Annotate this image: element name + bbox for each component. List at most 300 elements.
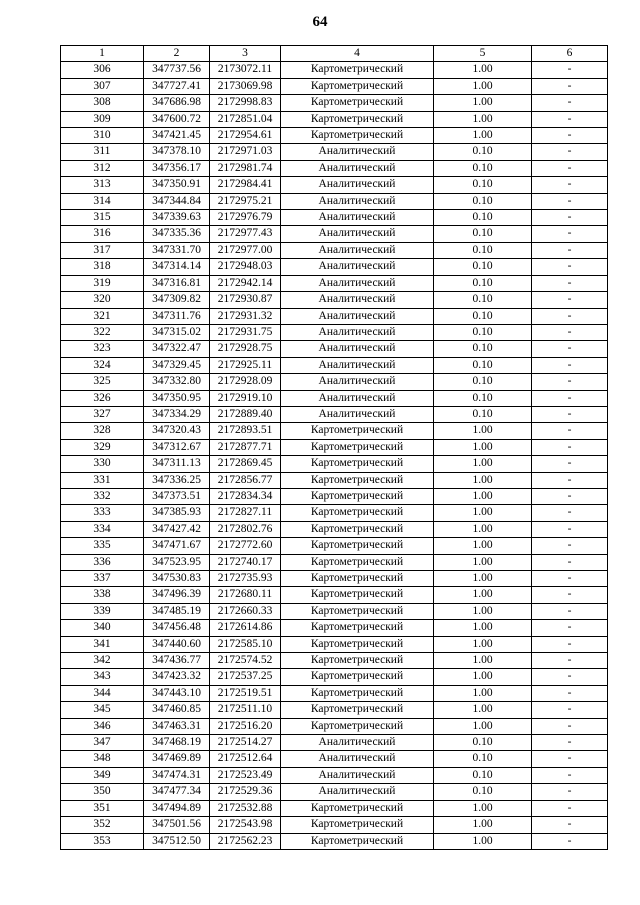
- cell-point-number: 343: [61, 669, 144, 685]
- cell-y: 2172827.11: [210, 505, 281, 521]
- cell-method: Картометрический: [281, 439, 434, 455]
- cell-method: Картометрический: [281, 800, 434, 816]
- cell-description: -: [532, 308, 608, 324]
- cell-method: Аналитический: [281, 751, 434, 767]
- cell-x: 347512.50: [144, 833, 210, 849]
- cell-description: -: [532, 505, 608, 521]
- cell-x: 347335.36: [144, 226, 210, 242]
- cell-method: Картометрический: [281, 488, 434, 504]
- table-header-row: [61, 46, 608, 62]
- table-row: [61, 357, 608, 373]
- table-row: [61, 62, 608, 78]
- cell-description: -: [532, 374, 608, 390]
- cell-description: -: [532, 390, 608, 406]
- cell-description: -: [532, 275, 608, 291]
- cell-y: 2172928.75: [210, 341, 281, 357]
- table-row: [61, 292, 608, 308]
- cell-x: 347427.42: [144, 521, 210, 537]
- cell-description: -: [532, 521, 608, 537]
- cell-point-number: 327: [61, 406, 144, 422]
- cell-y: 2172735.93: [210, 571, 281, 587]
- cell-point-number: 331: [61, 472, 144, 488]
- cell-method: Аналитический: [281, 406, 434, 422]
- table-row: [61, 603, 608, 619]
- cell-accuracy: 0.10: [434, 275, 532, 291]
- cell-method: Картометрический: [281, 538, 434, 554]
- cell-x: 347309.82: [144, 292, 210, 308]
- cell-method: Картометрический: [281, 111, 434, 127]
- cell-accuracy: 0.10: [434, 341, 532, 357]
- cell-method: Аналитический: [281, 259, 434, 275]
- table-row: [61, 177, 608, 193]
- cell-y: 2172877.71: [210, 439, 281, 455]
- cell-accuracy: 1.00: [434, 111, 532, 127]
- table-row: [61, 488, 608, 504]
- cell-y: 2172802.76: [210, 521, 281, 537]
- cell-accuracy: 0.10: [434, 308, 532, 324]
- cell-point-number: 309: [61, 111, 144, 127]
- cell-method: Картометрический: [281, 554, 434, 570]
- cell-x: 347423.32: [144, 669, 210, 685]
- cell-method: Аналитический: [281, 374, 434, 390]
- table-row: [61, 193, 608, 209]
- cell-x: 347530.83: [144, 571, 210, 587]
- cell-x: 347474.31: [144, 767, 210, 783]
- cell-point-number: 338: [61, 587, 144, 603]
- cell-description: -: [532, 357, 608, 373]
- table-row: [61, 702, 608, 718]
- cell-x: 347523.95: [144, 554, 210, 570]
- cell-x: 347440.60: [144, 636, 210, 652]
- table-row: [61, 456, 608, 472]
- cell-method: Аналитический: [281, 784, 434, 800]
- cell-y: 2172942.14: [210, 275, 281, 291]
- table-row: [61, 144, 608, 160]
- table-row: [61, 472, 608, 488]
- cell-method: Аналитический: [281, 242, 434, 258]
- cell-point-number: 341: [61, 636, 144, 652]
- cell-method: Аналитический: [281, 210, 434, 226]
- cell-method: Аналитический: [281, 292, 434, 308]
- cell-y: 2172772.60: [210, 538, 281, 554]
- cell-x: 347477.34: [144, 784, 210, 800]
- cell-accuracy: 1.00: [434, 456, 532, 472]
- cell-method: Картометрический: [281, 571, 434, 587]
- cell-y: 2172981.74: [210, 160, 281, 176]
- cell-y: 2172562.23: [210, 833, 281, 849]
- cell-point-number: 314: [61, 193, 144, 209]
- cell-accuracy: 1.00: [434, 653, 532, 669]
- cell-y: 2172889.40: [210, 406, 281, 422]
- cell-y: 2172543.98: [210, 817, 281, 833]
- cell-method: Картометрический: [281, 653, 434, 669]
- table-row: [61, 324, 608, 340]
- cell-x: 347332.80: [144, 374, 210, 390]
- cell-accuracy: 1.00: [434, 603, 532, 619]
- cell-description: -: [532, 833, 608, 849]
- cell-point-number: 319: [61, 275, 144, 291]
- cell-x: 347344.84: [144, 193, 210, 209]
- cell-x: 347463.31: [144, 718, 210, 734]
- cell-accuracy: 0.10: [434, 144, 532, 160]
- cell-point-number: 316: [61, 226, 144, 242]
- cell-method: Картометрический: [281, 636, 434, 652]
- page-number: 64: [312, 14, 328, 30]
- cell-point-number: 315: [61, 210, 144, 226]
- cell-point-number: 348: [61, 751, 144, 767]
- cell-accuracy: 1.00: [434, 685, 532, 701]
- cell-accuracy: 1.00: [434, 636, 532, 652]
- cell-method: Картометрический: [281, 702, 434, 718]
- cell-y: 2172585.10: [210, 636, 281, 652]
- cell-x: 347373.51: [144, 488, 210, 504]
- cell-x: 347315.02: [144, 324, 210, 340]
- cell-accuracy: 1.00: [434, 95, 532, 111]
- cell-x: 347314.14: [144, 259, 210, 275]
- cell-description: -: [532, 111, 608, 127]
- cell-description: -: [532, 160, 608, 176]
- cell-y: 2172574.52: [210, 653, 281, 669]
- cell-method: Аналитический: [281, 390, 434, 406]
- cell-y: 2172851.04: [210, 111, 281, 127]
- table-row: [61, 538, 608, 554]
- cell-point-number: 311: [61, 144, 144, 160]
- cell-point-number: 353: [61, 833, 144, 849]
- cell-y: 2172925.11: [210, 357, 281, 373]
- coordinates-table: [60, 45, 608, 850]
- column-header-x: 2: [144, 46, 210, 62]
- cell-x: 347469.89: [144, 751, 210, 767]
- cell-y: 2172532.88: [210, 800, 281, 816]
- cell-method: Картометрический: [281, 603, 434, 619]
- cell-x: 347385.93: [144, 505, 210, 521]
- cell-method: Картометрический: [281, 472, 434, 488]
- cell-method: Аналитический: [281, 735, 434, 751]
- cell-description: -: [532, 128, 608, 144]
- table-row: [61, 571, 608, 587]
- cell-accuracy: 1.00: [434, 571, 532, 587]
- cell-method: Аналитический: [281, 275, 434, 291]
- cell-accuracy: 0.10: [434, 177, 532, 193]
- cell-point-number: 318: [61, 259, 144, 275]
- cell-accuracy: 0.10: [434, 357, 532, 373]
- cell-x: 347737.56: [144, 62, 210, 78]
- cell-y: 2172529.36: [210, 784, 281, 800]
- cell-x: 347378.10: [144, 144, 210, 160]
- cell-description: -: [532, 800, 608, 816]
- cell-y: 2172856.77: [210, 472, 281, 488]
- cell-accuracy: 1.00: [434, 423, 532, 439]
- cell-method: Картометрический: [281, 669, 434, 685]
- cell-accuracy: 0.10: [434, 292, 532, 308]
- column-header-description: 6: [532, 46, 608, 62]
- table-row: [61, 406, 608, 422]
- cell-x: 347320.43: [144, 423, 210, 439]
- table-row: [61, 767, 608, 783]
- cell-y: 2172919.10: [210, 390, 281, 406]
- cell-x: 347600.72: [144, 111, 210, 127]
- table-row: [61, 95, 608, 111]
- cell-description: -: [532, 718, 608, 734]
- table-row: [61, 160, 608, 176]
- cell-y: 2172931.32: [210, 308, 281, 324]
- cell-point-number: 340: [61, 620, 144, 636]
- cell-description: -: [532, 685, 608, 701]
- cell-method: Картометрический: [281, 78, 434, 94]
- cell-description: -: [532, 767, 608, 783]
- table-row: [61, 735, 608, 751]
- cell-accuracy: 1.00: [434, 128, 532, 144]
- cell-description: -: [532, 406, 608, 422]
- cell-x: 347421.45: [144, 128, 210, 144]
- cell-point-number: 346: [61, 718, 144, 734]
- cell-y: 2172893.51: [210, 423, 281, 439]
- table-row: [61, 685, 608, 701]
- cell-method: Аналитический: [281, 160, 434, 176]
- table-row: [61, 439, 608, 455]
- table-row: [61, 653, 608, 669]
- cell-x: 347436.77: [144, 653, 210, 669]
- table-row: [61, 374, 608, 390]
- cell-point-number: 339: [61, 603, 144, 619]
- cell-x: 347471.67: [144, 538, 210, 554]
- cell-y: 2172975.21: [210, 193, 281, 209]
- cell-description: -: [532, 177, 608, 193]
- cell-description: -: [532, 669, 608, 685]
- cell-point-number: 322: [61, 324, 144, 340]
- cell-accuracy: 0.10: [434, 735, 532, 751]
- cell-x: 347312.67: [144, 439, 210, 455]
- cell-y: 2172680.11: [210, 587, 281, 603]
- table-row: [61, 669, 608, 685]
- cell-y: 2173072.11: [210, 62, 281, 78]
- cell-method: Аналитический: [281, 193, 434, 209]
- cell-y: 2172948.03: [210, 259, 281, 275]
- cell-y: 2172523.49: [210, 767, 281, 783]
- cell-method: Картометрический: [281, 620, 434, 636]
- cell-point-number: 307: [61, 78, 144, 94]
- cell-y: 2172976.79: [210, 210, 281, 226]
- cell-method: Картометрический: [281, 423, 434, 439]
- cell-x: 347460.85: [144, 702, 210, 718]
- cell-point-number: 344: [61, 685, 144, 701]
- cell-description: -: [532, 636, 608, 652]
- cell-accuracy: 0.10: [434, 324, 532, 340]
- cell-point-number: 317: [61, 242, 144, 258]
- cell-description: -: [532, 226, 608, 242]
- cell-description: -: [532, 735, 608, 751]
- cell-accuracy: 1.00: [434, 505, 532, 521]
- table-row: [61, 111, 608, 127]
- cell-method: Аналитический: [281, 767, 434, 783]
- cell-x: 347494.89: [144, 800, 210, 816]
- cell-point-number: 333: [61, 505, 144, 521]
- cell-y: 2172954.61: [210, 128, 281, 144]
- cell-x: 347468.19: [144, 735, 210, 751]
- table-row: [61, 784, 608, 800]
- table-row: [61, 521, 608, 537]
- cell-method: Аналитический: [281, 324, 434, 340]
- cell-description: -: [532, 144, 608, 160]
- cell-point-number: 313: [61, 177, 144, 193]
- cell-description: -: [532, 210, 608, 226]
- table-row: [61, 718, 608, 734]
- cell-method: Аналитический: [281, 308, 434, 324]
- cell-description: -: [532, 439, 608, 455]
- cell-point-number: 323: [61, 341, 144, 357]
- cell-accuracy: 0.10: [434, 767, 532, 783]
- cell-description: -: [532, 603, 608, 619]
- cell-x: 347356.17: [144, 160, 210, 176]
- cell-y: 2172834.34: [210, 488, 281, 504]
- column-header-y: 3: [210, 46, 281, 62]
- cell-description: -: [532, 817, 608, 833]
- cell-accuracy: 0.10: [434, 390, 532, 406]
- cell-point-number: 337: [61, 571, 144, 587]
- cell-y: 2172930.87: [210, 292, 281, 308]
- table-row: [61, 620, 608, 636]
- cell-method: Картометрический: [281, 456, 434, 472]
- cell-y: 2172614.86: [210, 620, 281, 636]
- cell-accuracy: 1.00: [434, 538, 532, 554]
- cell-description: -: [532, 193, 608, 209]
- table-row: [61, 800, 608, 816]
- cell-method: Картометрический: [281, 505, 434, 521]
- cell-accuracy: 0.10: [434, 210, 532, 226]
- cell-accuracy: 1.00: [434, 78, 532, 94]
- cell-point-number: 350: [61, 784, 144, 800]
- cell-description: -: [532, 456, 608, 472]
- cell-accuracy: 0.10: [434, 242, 532, 258]
- cell-x: 347311.76: [144, 308, 210, 324]
- cell-point-number: 306: [61, 62, 144, 78]
- cell-method: Аналитический: [281, 177, 434, 193]
- cell-x: 347336.25: [144, 472, 210, 488]
- cell-x: 347686.98: [144, 95, 210, 111]
- table-row: [61, 259, 608, 275]
- cell-description: -: [532, 324, 608, 340]
- cell-x: 347443.10: [144, 685, 210, 701]
- cell-method: Картометрический: [281, 521, 434, 537]
- cell-y: 2172519.51: [210, 685, 281, 701]
- cell-point-number: 351: [61, 800, 144, 816]
- cell-y: 2172514.27: [210, 735, 281, 751]
- cell-point-number: 326: [61, 390, 144, 406]
- cell-x: 347311.13: [144, 456, 210, 472]
- cell-accuracy: 0.10: [434, 784, 532, 800]
- cell-method: Картометрический: [281, 817, 434, 833]
- table-body: [61, 62, 608, 850]
- cell-method: Картометрический: [281, 718, 434, 734]
- cell-point-number: 334: [61, 521, 144, 537]
- cell-accuracy: 1.00: [434, 620, 532, 636]
- cell-accuracy: 0.10: [434, 406, 532, 422]
- cell-y: 2172984.41: [210, 177, 281, 193]
- cell-x: 347334.29: [144, 406, 210, 422]
- cell-description: -: [532, 472, 608, 488]
- cell-description: -: [532, 423, 608, 439]
- cell-x: 347322.47: [144, 341, 210, 357]
- table-row: [61, 390, 608, 406]
- cell-description: -: [532, 538, 608, 554]
- cell-x: 347350.95: [144, 390, 210, 406]
- column-header-method: 4: [281, 46, 434, 62]
- cell-method: Картометрический: [281, 587, 434, 603]
- cell-y: 2172928.09: [210, 374, 281, 390]
- cell-y: 2172516.20: [210, 718, 281, 734]
- cell-method: Картометрический: [281, 128, 434, 144]
- cell-accuracy: 1.00: [434, 554, 532, 570]
- cell-accuracy: 1.00: [434, 488, 532, 504]
- cell-point-number: 320: [61, 292, 144, 308]
- cell-accuracy: 0.10: [434, 259, 532, 275]
- table-row: [61, 308, 608, 324]
- cell-y: 2172977.00: [210, 242, 281, 258]
- cell-y: 2172998.83: [210, 95, 281, 111]
- cell-description: -: [532, 653, 608, 669]
- cell-accuracy: 1.00: [434, 521, 532, 537]
- table-row: [61, 423, 608, 439]
- cell-point-number: 347: [61, 735, 144, 751]
- table-row: [61, 833, 608, 849]
- cell-description: -: [532, 554, 608, 570]
- cell-method: Картометрический: [281, 62, 434, 78]
- cell-x: 347329.45: [144, 357, 210, 373]
- cell-point-number: 308: [61, 95, 144, 111]
- table-row: [61, 242, 608, 258]
- cell-accuracy: 1.00: [434, 833, 532, 849]
- cell-x: 347331.70: [144, 242, 210, 258]
- cell-method: Аналитический: [281, 226, 434, 242]
- cell-description: -: [532, 587, 608, 603]
- table-row: [61, 275, 608, 291]
- cell-x: 347501.56: [144, 817, 210, 833]
- cell-description: -: [532, 702, 608, 718]
- cell-x: 347496.39: [144, 587, 210, 603]
- cell-accuracy: 0.10: [434, 374, 532, 390]
- cell-description: -: [532, 62, 608, 78]
- cell-accuracy: 0.10: [434, 226, 532, 242]
- cell-x: 347316.81: [144, 275, 210, 291]
- table-row: [61, 226, 608, 242]
- cell-description: -: [532, 620, 608, 636]
- cell-accuracy: 1.00: [434, 718, 532, 734]
- cell-description: -: [532, 95, 608, 111]
- cell-x: 347456.48: [144, 620, 210, 636]
- cell-accuracy: 1.00: [434, 800, 532, 816]
- cell-description: -: [532, 751, 608, 767]
- table-row: [61, 554, 608, 570]
- column-header-point-number: 1: [61, 46, 144, 62]
- table-row: [61, 341, 608, 357]
- cell-point-number: 332: [61, 488, 144, 504]
- cell-point-number: 310: [61, 128, 144, 144]
- cell-method: Аналитический: [281, 357, 434, 373]
- cell-description: -: [532, 571, 608, 587]
- table-row: [61, 128, 608, 144]
- cell-accuracy: 1.00: [434, 472, 532, 488]
- cell-accuracy: 1.00: [434, 817, 532, 833]
- cell-point-number: 330: [61, 456, 144, 472]
- cell-point-number: 349: [61, 767, 144, 783]
- cell-y: 2172869.45: [210, 456, 281, 472]
- cell-y: 2172512.64: [210, 751, 281, 767]
- cell-accuracy: 0.10: [434, 193, 532, 209]
- table-row: [61, 505, 608, 521]
- cell-method: Картометрический: [281, 685, 434, 701]
- cell-description: -: [532, 292, 608, 308]
- cell-accuracy: 1.00: [434, 587, 532, 603]
